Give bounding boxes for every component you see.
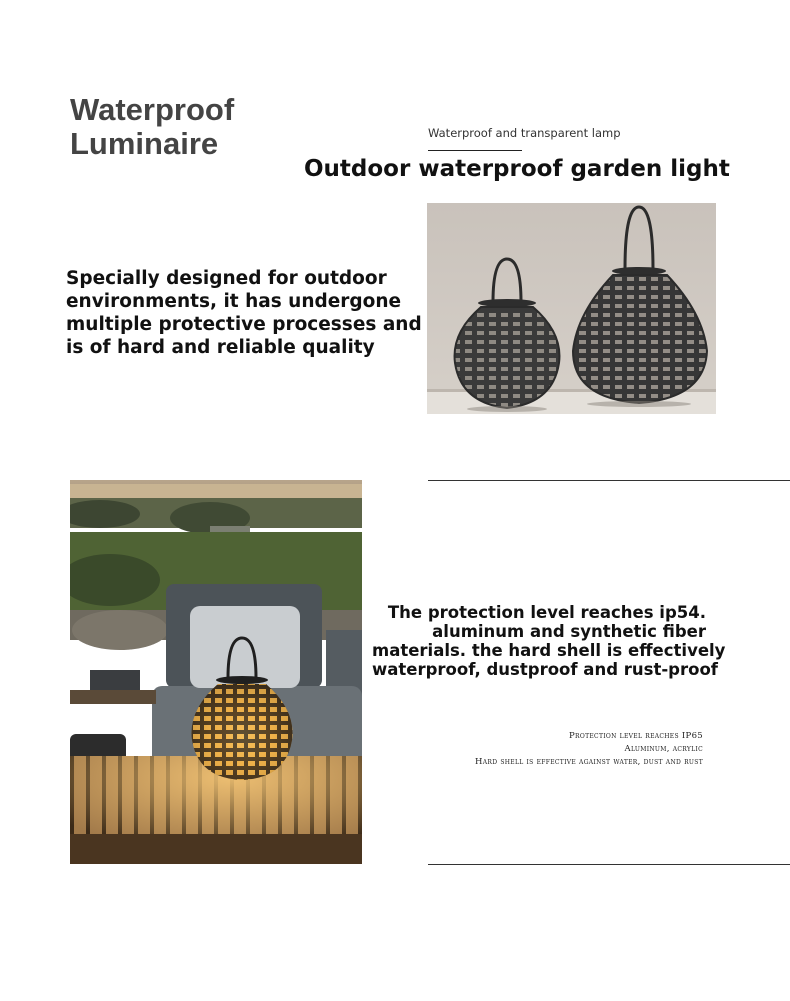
tagline-underline [428, 150, 522, 151]
intro-paragraph [66, 267, 426, 359]
spec-line-3: materials. the hard shell is effectively [372, 641, 726, 660]
heading-line-2: Luminaire [70, 126, 219, 161]
intro-line-4: is of hard and reliable quality [66, 337, 375, 358]
spec-line-2: aluminum and synthetic fiber [432, 622, 706, 641]
intro-line-3: multiple protective processes and [66, 314, 422, 335]
product-title: Outdoor waterproof garden light [304, 156, 730, 182]
tagline: Waterproof and transparent lamp [428, 126, 621, 140]
intro-line-1: Specially designed for outdoor [66, 268, 387, 289]
summary-line-2: Aluminum, acrylic [624, 744, 703, 754]
spec-summary [430, 730, 703, 769]
intro-line-2: environments, it has undergone [66, 291, 402, 312]
spec-line-4: waterproof, dustproof and rust-proof [372, 660, 718, 679]
spec-line-1: The protection level reaches ip54. [387, 603, 706, 622]
summary-line-1: Protection level reaches IP65 [569, 731, 703, 741]
divider-bottom [428, 864, 790, 865]
lanterns-photo [427, 203, 716, 414]
divider-top [428, 480, 790, 481]
summary-line-3: Hard shell is effective against water, dust and rust [475, 757, 703, 767]
page-heading [70, 93, 330, 161]
protection-description [372, 603, 726, 679]
terrace-lantern-photo [70, 480, 362, 864]
heading-line-1: Waterproof [70, 92, 235, 127]
